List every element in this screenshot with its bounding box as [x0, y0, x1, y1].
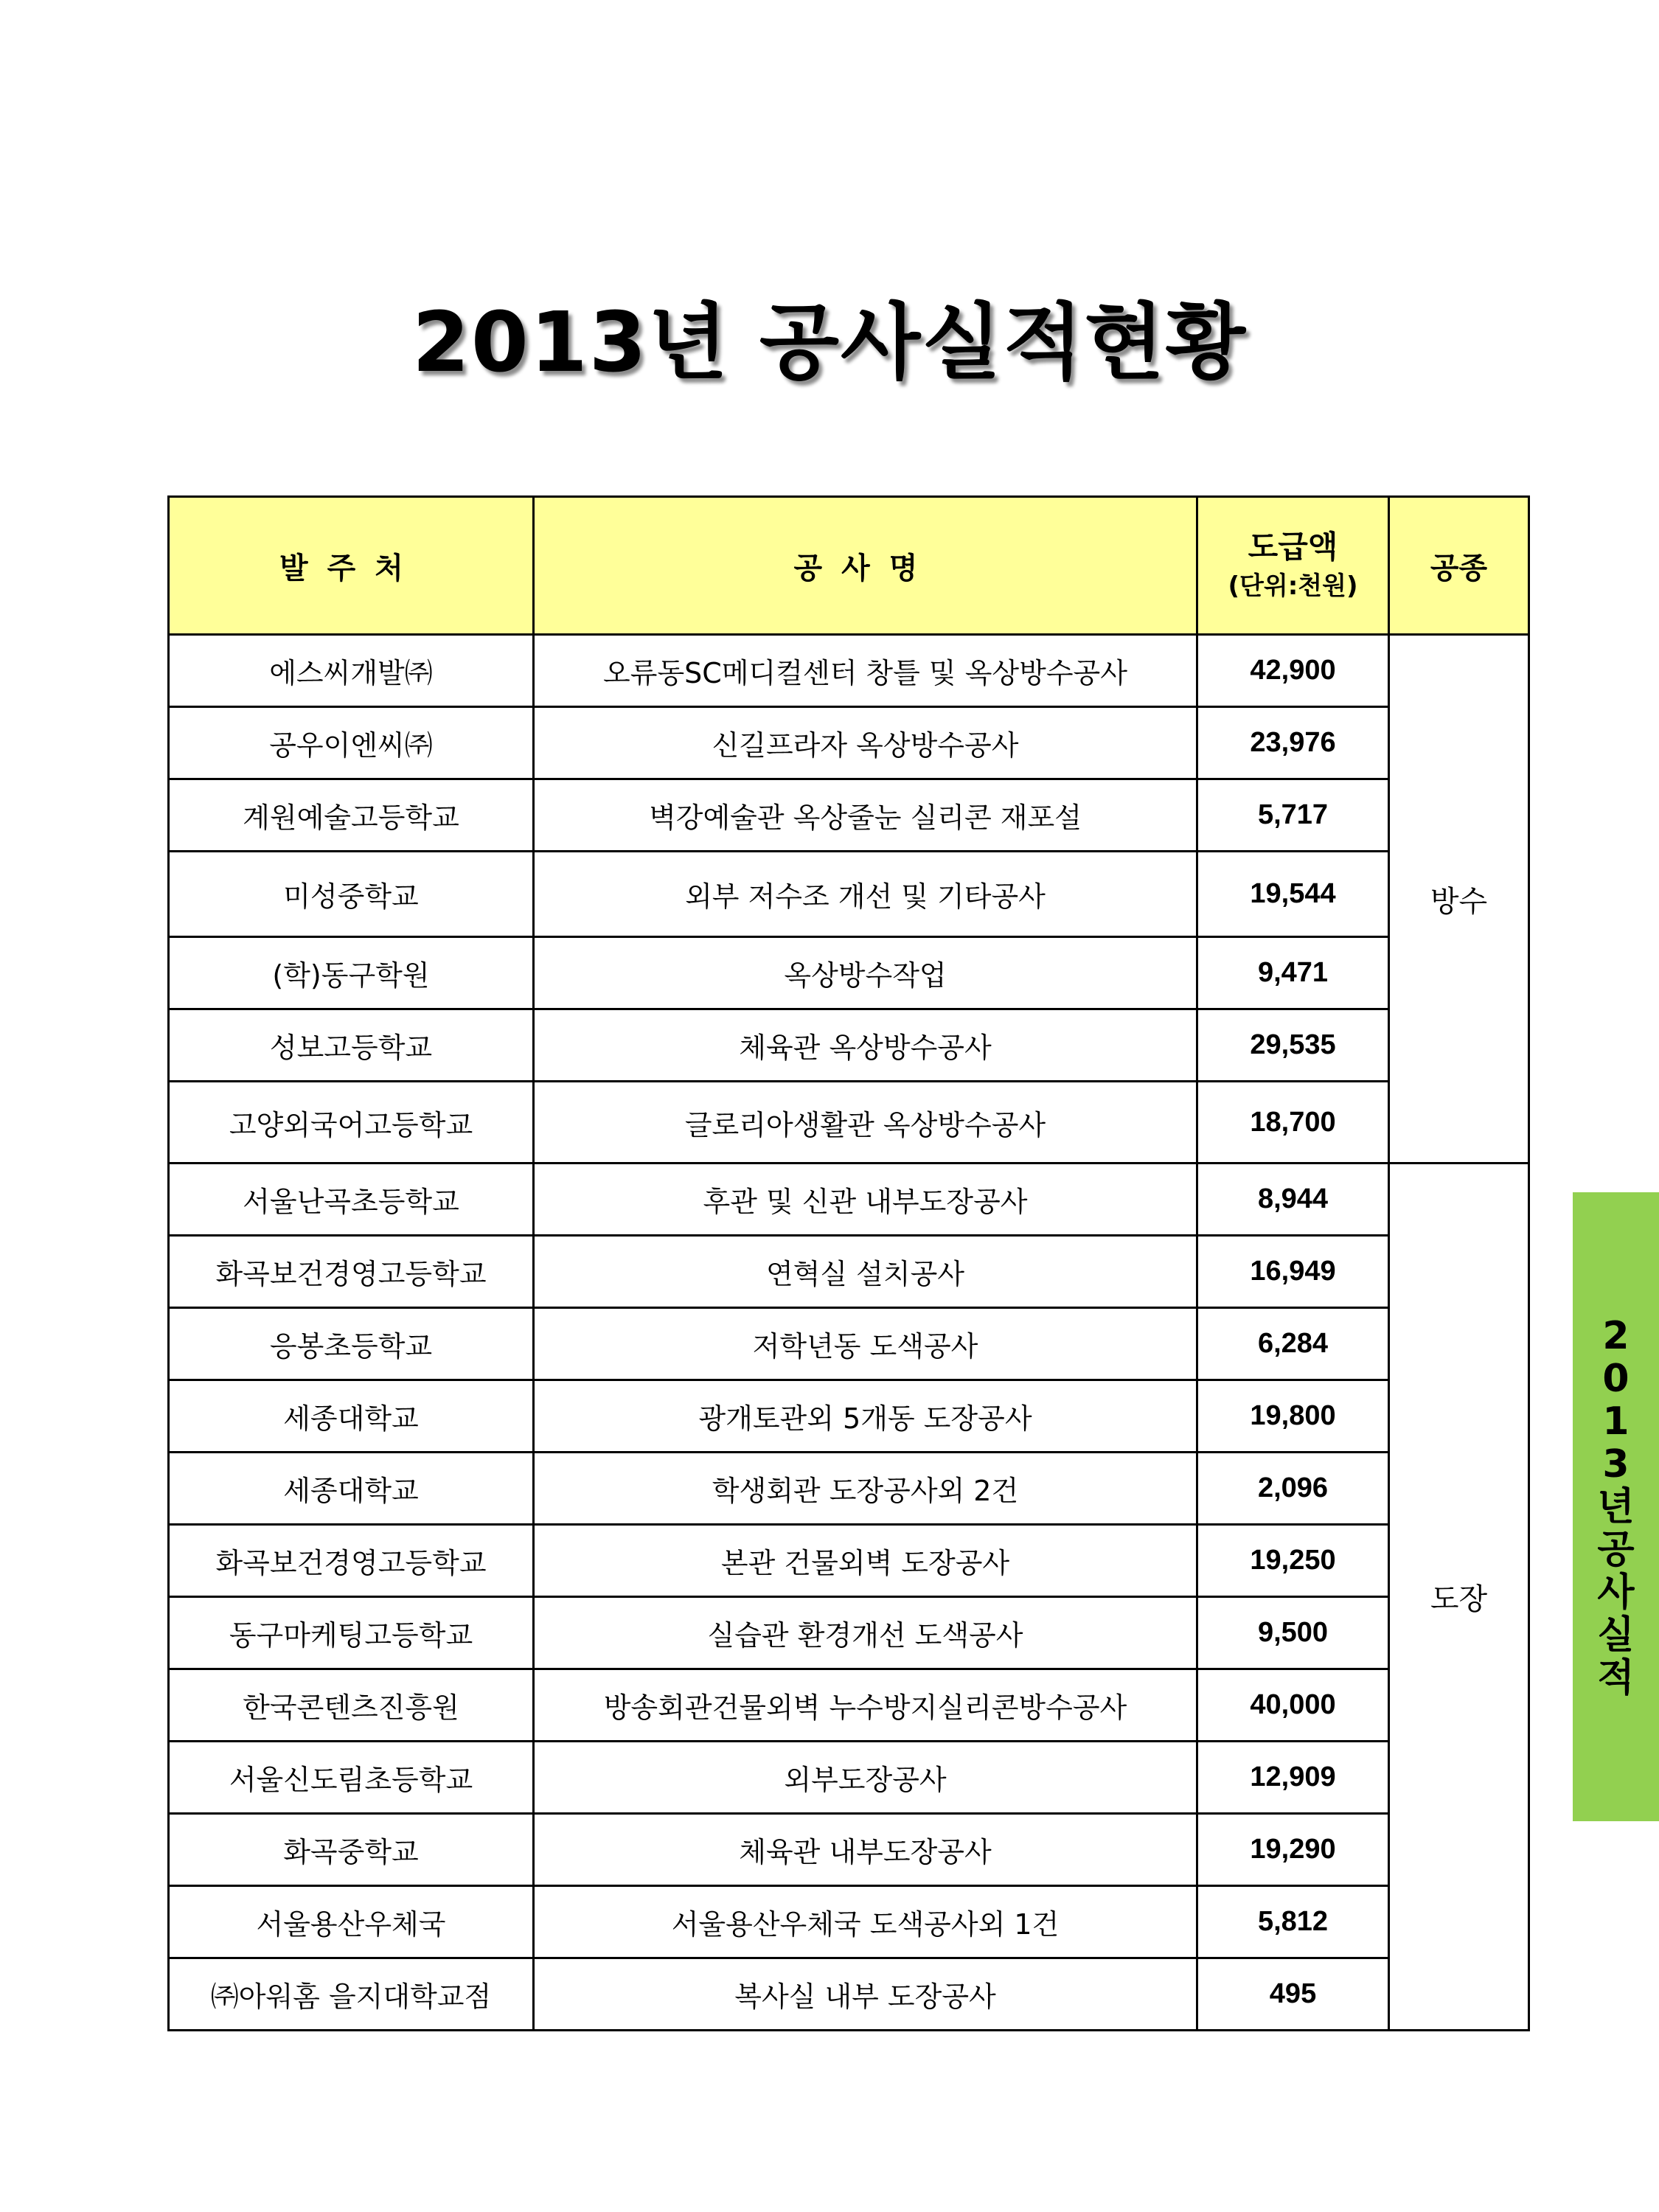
table-row — [169, 1236, 1529, 1308]
client-cell: 미성중학교 — [169, 852, 534, 937]
client-cell: 서울난곡초등학교 — [169, 1164, 534, 1236]
table-row — [169, 1380, 1529, 1453]
amount-cell: 42,900 — [1197, 635, 1389, 707]
performance-table — [167, 495, 1530, 2031]
header-amount-label: 도급액 — [1248, 529, 1338, 565]
table-row — [169, 1597, 1529, 1669]
side-tab-char: 실 — [1597, 1613, 1635, 1658]
amount-cell: 19,800 — [1197, 1380, 1389, 1453]
work-type-cell: 도장 — [1389, 1164, 1529, 2031]
client-cell: 세종대학교 — [169, 1453, 534, 1525]
project-cell: 체육관 옥상방수공사 — [534, 1009, 1197, 1082]
amount-cell: 19,290 — [1197, 1814, 1389, 1886]
table-row — [169, 707, 1529, 779]
client-cell: 화곡보건경영고등학교 — [169, 1525, 534, 1597]
project-cell: 저학년동 도색공사 — [534, 1308, 1197, 1380]
project-cell: 서울용산우체국 도색공사외 1건 — [534, 1886, 1197, 1958]
client-cell: 에스씨개발㈜ — [169, 635, 534, 707]
side-tab-char: 0 — [1602, 1356, 1630, 1401]
side-tab-char: 년 — [1597, 1484, 1635, 1529]
client-cell: 계원예술고등학교 — [169, 779, 534, 852]
client-cell: 동구마케팅고등학교 — [169, 1597, 534, 1669]
project-cell: 체육관 내부도장공사 — [534, 1814, 1197, 1886]
side-tab-char: 2 — [1602, 1313, 1630, 1358]
amount-cell: 12,909 — [1197, 1742, 1389, 1814]
amount-cell: 9,500 — [1197, 1597, 1389, 1669]
table-row — [169, 1453, 1529, 1525]
header-client: 발주처 — [169, 497, 534, 635]
side-tab-char: 적 — [1597, 1655, 1635, 1700]
amount-cell: 495 — [1197, 1958, 1389, 2031]
table-header-row — [169, 497, 1529, 635]
project-cell: 방송회관건물외벽 누수방지실리콘방수공사 — [534, 1669, 1197, 1742]
table-row — [169, 1669, 1529, 1742]
table-row — [169, 1886, 1529, 1958]
table-row — [169, 1164, 1529, 1236]
client-cell: 한국콘텐츠진흥원 — [169, 1669, 534, 1742]
table-body — [169, 635, 1529, 2031]
work-type-cell: 방수 — [1389, 635, 1529, 1164]
amount-cell: 19,544 — [1197, 852, 1389, 937]
amount-cell: 6,284 — [1197, 1308, 1389, 1380]
table-row — [169, 1958, 1529, 2031]
table-row — [169, 852, 1529, 937]
table-row — [169, 1525, 1529, 1597]
table-row — [169, 1009, 1529, 1082]
amount-cell: 40,000 — [1197, 1669, 1389, 1742]
amount-cell: 9,471 — [1197, 937, 1389, 1009]
amount-cell: 5,717 — [1197, 779, 1389, 852]
amount-cell: 8,944 — [1197, 1164, 1389, 1236]
header-type: 공종 — [1389, 497, 1529, 635]
table-row — [169, 937, 1529, 1009]
table-row — [169, 779, 1529, 852]
project-cell: 복사실 내부 도장공사 — [534, 1958, 1197, 2031]
client-cell: 화곡중학교 — [169, 1814, 534, 1886]
amount-cell: 2,096 — [1197, 1453, 1389, 1525]
side-tab-label — [1573, 1192, 1659, 1821]
client-cell: 고양외국어고등학교 — [169, 1082, 534, 1164]
side-tab-char: 1 — [1602, 1399, 1630, 1444]
project-cell: 옥상방수작업 — [534, 937, 1197, 1009]
header-project: 공사명 — [534, 497, 1197, 635]
project-cell: 본관 건물외벽 도장공사 — [534, 1525, 1197, 1597]
table-row — [169, 1308, 1529, 1380]
amount-cell: 23,976 — [1197, 707, 1389, 779]
client-cell: ㈜아워홈 을지대학교점 — [169, 1958, 534, 2031]
project-cell: 오류동SC메디컬센터 창틀 및 옥상방수공사 — [534, 635, 1197, 707]
page-title: 2013년 공사실적현황 — [411, 295, 1248, 391]
project-cell: 광개토관외 5개동 도장공사 — [534, 1380, 1197, 1453]
client-cell: 세종대학교 — [169, 1380, 534, 1453]
side-tab-char: 3 — [1602, 1441, 1630, 1486]
project-cell: 실습관 환경개선 도색공사 — [534, 1597, 1197, 1669]
project-cell: 신길프라자 옥상방수공사 — [534, 707, 1197, 779]
client-cell: 서울용산우체국 — [169, 1886, 534, 1958]
amount-cell: 19,250 — [1197, 1525, 1389, 1597]
side-tab-char: 공 — [1597, 1527, 1635, 1572]
project-cell: 글로리아생활관 옥상방수공사 — [534, 1082, 1197, 1164]
client-cell: 성보고등학교 — [169, 1009, 534, 1082]
table-row — [169, 1814, 1529, 1886]
header-amount-unit: (단위:천원) — [1228, 571, 1358, 601]
project-cell: 벽강예술관 옥상줄눈 실리콘 재포설 — [534, 779, 1197, 852]
amount-cell: 16,949 — [1197, 1236, 1389, 1308]
amount-cell: 18,700 — [1197, 1082, 1389, 1164]
amount-cell: 5,812 — [1197, 1886, 1389, 1958]
project-cell: 연혁실 설치공사 — [534, 1236, 1197, 1308]
project-cell: 학생회관 도장공사외 2건 — [534, 1453, 1197, 1525]
client-cell: 화곡보건경영고등학교 — [169, 1236, 534, 1308]
project-cell: 외부도장공사 — [534, 1742, 1197, 1814]
table-row — [169, 1742, 1529, 1814]
client-cell: 공우이엔씨㈜ — [169, 707, 534, 779]
project-cell: 후관 및 신관 내부도장공사 — [534, 1164, 1197, 1236]
table-row — [169, 635, 1529, 707]
side-tab-char: 사 — [1597, 1570, 1635, 1615]
header-amount — [1197, 497, 1389, 635]
amount-cell: 29,535 — [1197, 1009, 1389, 1082]
table-row — [169, 1082, 1529, 1164]
client-cell: (학)동구학원 — [169, 937, 534, 1009]
client-cell: 서울신도림초등학교 — [169, 1742, 534, 1814]
project-cell: 외부 저수조 개선 및 기타공사 — [534, 852, 1197, 937]
client-cell: 응봉초등학교 — [169, 1308, 534, 1380]
